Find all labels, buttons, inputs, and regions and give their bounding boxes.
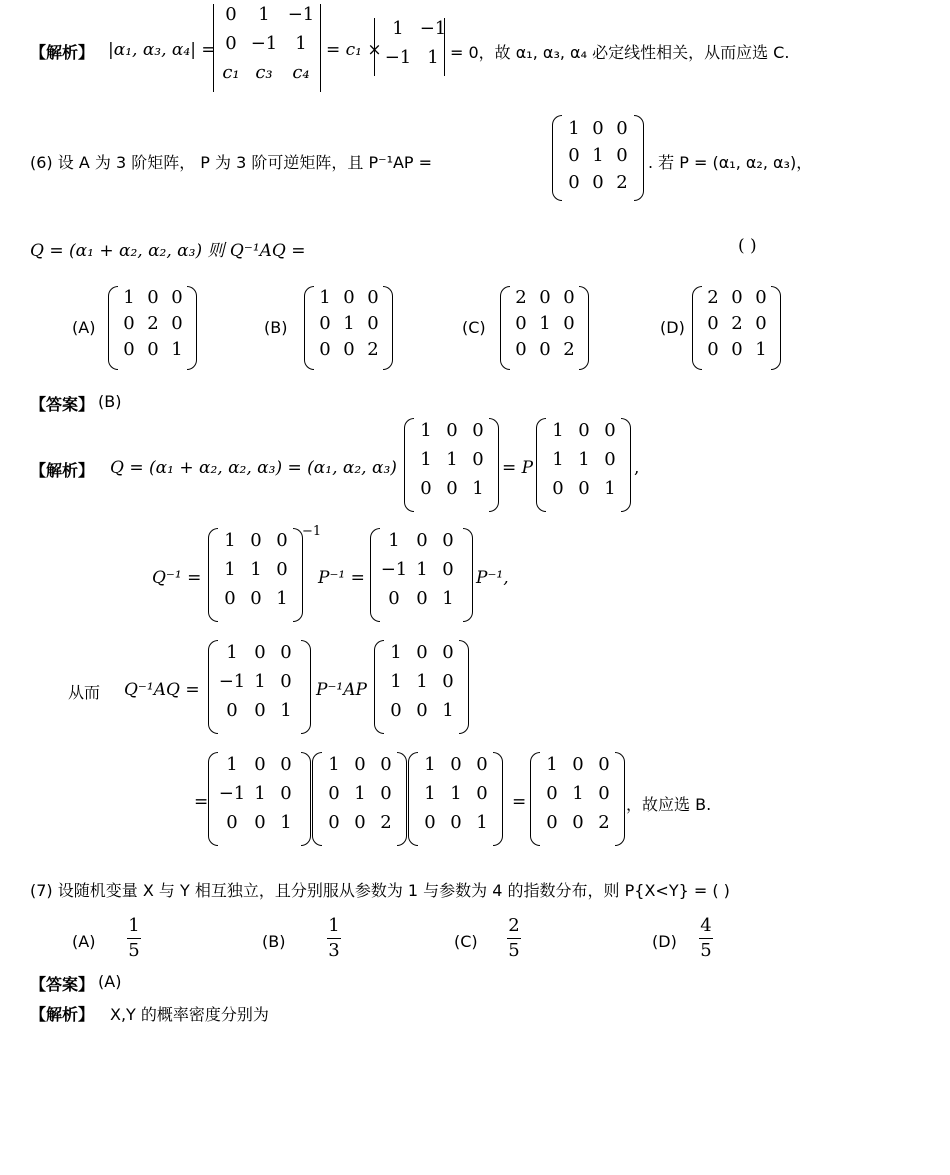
matrix-entry: 0 [755,287,767,308]
matrix-entry: 1 [390,671,402,692]
q7-option-d-fraction [696,914,716,963]
q7-option-a-num: 1 [128,915,140,936]
matrix-entry: 0 [442,671,454,692]
q7-option-c-label: (C) [454,932,478,951]
matrix-entry: −1 [419,18,447,39]
q6-option-b-matrix [313,287,385,360]
q7-option-b-num: 1 [328,915,340,936]
matrix-entry: 1 [254,783,266,804]
matrix-entry: 0 [416,700,428,721]
matrix-entry: 0 [578,478,590,499]
matrix-entry: 0 [225,33,237,54]
matrix-entry: 0 [476,754,488,775]
matrix-entry: 1 [427,47,439,68]
matrix-entry: −1 [384,47,412,68]
q6-option-c-rparen [579,286,589,370]
eq2-m1-rparen [293,528,303,622]
matrix-entry: 0 [343,287,355,308]
q7-option-a-label: (A) [72,932,96,951]
matrix-entry: 1 [578,449,590,470]
q6-analysis-label: 【解析】 [30,461,95,480]
matrix-entry: 0 [224,588,236,609]
q6-option-a-matrix [117,287,189,360]
q7-option-a-fraction [124,914,144,963]
matrix-entry: 2 [616,172,628,193]
q7-option-c-den: 5 [508,940,520,961]
q6-eq4-tail: ，故应选 B. [626,795,712,814]
eq4-m1-rparen [301,752,311,846]
eq1-matrix-1 [413,420,491,499]
det2-right-bar [444,18,445,76]
matrix-entry: 0 [446,420,458,441]
q6-option-d-label: (D) [660,318,685,337]
matrix-entry: 0 [472,449,484,470]
matrix-entry: 1 [568,118,580,139]
matrix-entry: 1 [420,449,432,470]
matrix-entry: 0 [367,287,379,308]
matrix-entry: 1 [472,478,484,499]
matrix-entry: 1 [224,559,236,580]
matrix-entry: 0 [616,118,628,139]
q6-stem-tail: . 若 P = (α₁, α₂, α₃)， [648,153,813,172]
matrix-entry: 0 [450,812,462,833]
matrix-entry: 0 [472,420,484,441]
det2-left-bar [374,18,375,76]
q6-stem-matrix [562,118,634,193]
q7-answer-label: 【答案】 [30,975,95,994]
matrix-entry: 1 [552,420,564,441]
q6-stem-lparen [552,115,562,201]
matrix-entry: 1 [171,339,183,360]
matrix-entry: 0 [250,530,262,551]
eq2-matrix-1 [217,530,295,609]
eq1-m2-rparen [621,418,631,512]
q6-stem-rparen [634,115,644,201]
matrix-entry: −1 [218,783,246,804]
det-lhs: |α₁, α₃, α₄| = [108,40,216,60]
matrix-entry: 0 [598,754,610,775]
q6-stem: (6) 设 A 为 3 阶矩阵， P 为 3 阶可逆矩阵，且 P⁻¹AP = [30,153,433,172]
matrix-entry: 1 [572,783,584,804]
matrix-entry: 2 [367,339,379,360]
matrix-entry: 0 [280,671,292,692]
eq2-m2-rparen [463,528,473,622]
eq3-m2-rparen [459,640,469,734]
q7-analysis-label: 【解析】 [30,1005,95,1024]
matrix-entry: 0 [416,588,428,609]
eq3-matrix-1 [217,642,299,721]
matrix-entry: 2 [707,287,719,308]
matrix-entry: 0 [276,559,288,580]
matrix-entry: 0 [254,754,266,775]
matrix-entry: 2 [380,812,392,833]
q7-option-d-num: 4 [700,915,712,936]
matrix-entry: 0 [446,478,458,499]
matrix-entry: 0 [354,812,366,833]
eq4-matrix-4 [539,754,617,833]
matrix-entry: 0 [390,700,402,721]
q6-eq2-lhs: Q⁻¹ = [152,568,202,588]
matrix-entry: 0 [367,313,379,334]
matrix-entry: 0 [442,642,454,663]
matrix-entry: 0 [568,145,580,166]
matrix-entry: 1 [123,287,135,308]
eq1-matrix-2 [545,420,623,499]
matrix-entry: 1 [424,783,436,804]
matrix-entry: 0 [442,559,454,580]
matrix-entry: 0 [280,754,292,775]
matrix-entry: 1 [539,313,551,334]
q7-option-d-label: (D) [652,932,677,951]
matrix-entry: 0 [598,783,610,804]
q6-answer-label: 【答案】 [30,395,95,414]
matrix-entry: 0 [731,339,743,360]
q7-option-a-den: 5 [128,940,140,961]
matrix-entry: 0 [147,287,159,308]
q6-eq1-mid: = P [502,458,534,478]
q6-option-c-matrix [509,287,581,360]
matrix-entry: 1 [552,449,564,470]
matrix-entry: 1 [416,671,428,692]
det-tail: = 0，故 α₁, α₃, α₄ 必定线性相关，从而应选 C. [450,43,790,62]
matrix-entry: 2 [598,812,610,833]
matrix-entry: 0 [123,313,135,334]
det-mid: = c₁ × [326,40,382,60]
matrix-entry: 0 [328,812,340,833]
matrix-entry: 0 [280,783,292,804]
matrix-entry: 0 [539,339,551,360]
q6-option-b-rparen [383,286,393,370]
eq4-matrix-3 [417,754,495,833]
matrix-entry: 1 [319,287,331,308]
q6-eq3-mid: P⁻¹AP [316,680,367,700]
eq4-m4-rparen [615,752,625,846]
q6-option-a-rparen [187,286,197,370]
matrix-entry: 0 [354,754,366,775]
eq3-matrix-2 [383,642,461,721]
matrix-entry: −1 [380,559,408,580]
matrix-entry: 0 [424,812,436,833]
matrix-entry: −1 [218,671,246,692]
det2-matrix [380,18,450,68]
matrix-entry: 0 [254,700,266,721]
matrix-entry: 0 [578,420,590,441]
matrix-entry: 0 [319,313,331,334]
matrix-entry: 2 [515,287,527,308]
eq4-matrix-1 [217,754,299,833]
matrix-entry: 1 [388,530,400,551]
matrix-entry: 0 [515,339,527,360]
matrix-entry: 0 [604,449,616,470]
q6-eq3-lhs: Q⁻¹AQ = [124,680,200,700]
matrix-entry: 0 [707,313,719,334]
matrix-entry: 1 [280,812,292,833]
eq4-m2-rparen [397,752,407,846]
matrix-entry: 1 [226,754,238,775]
matrix-entry: 0 [592,118,604,139]
matrix-entry: 1 [476,812,488,833]
matrix-entry: 0 [388,588,400,609]
matrix-entry: 0 [343,339,355,360]
q6-line2: Q = (α₁ + α₂, α₂, α₃) 则 Q⁻¹AQ = [30,241,306,261]
matrix-entry: 0 [563,313,575,334]
matrix-entry: 1 [295,33,307,54]
matrix-entry: 0 [147,339,159,360]
matrix-entry: 1 [354,783,366,804]
matrix-entry: 1 [420,420,432,441]
q6-option-d-rparen [771,286,781,370]
matrix-entry: 1 [546,754,558,775]
matrix-entry: 0 [546,812,558,833]
matrix-entry: 0 [416,530,428,551]
matrix-entry: 1 [254,671,266,692]
matrix-entry: 0 [539,287,551,308]
matrix-entry: 0 [280,642,292,663]
matrix-entry: 1 [328,754,340,775]
matrix-entry: 0 [254,812,266,833]
matrix-entry: 0 [604,420,616,441]
q6-option-d-matrix [701,287,773,360]
matrix-entry: 0 [450,754,462,775]
matrix-entry: 1 [450,783,462,804]
matrix-entry: 1 [424,754,436,775]
q6-option-a-label: (A) [72,318,96,337]
matrix-entry: 1 [446,449,458,470]
matrix-entry: 0 [552,478,564,499]
q6-eq3-prefix: 从而 [68,683,101,702]
matrix-entry: 0 [171,287,183,308]
matrix-entry: 2 [731,313,743,334]
analysis-label: 【解析】 [30,43,95,62]
matrix-entry: 0 [226,812,238,833]
matrix-entry: 1 [280,700,292,721]
matrix-entry: 2 [563,339,575,360]
q6-eq1-end: , [634,458,640,478]
matrix-entry: 0 [572,754,584,775]
eq3-m1-rparen [301,640,311,734]
matrix-entry: 1 [442,700,454,721]
q6-eq4-eq: = [194,792,209,812]
matrix-entry: 1 [224,530,236,551]
matrix-entry: 0 [731,287,743,308]
matrix-entry: 1 [416,559,428,580]
q7-option-b-label: (B) [262,932,286,951]
matrix-entry: 0 [380,783,392,804]
matrix-entry: 0 [416,642,428,663]
matrix-entry: 0 [276,530,288,551]
matrix-entry: 1 [755,339,767,360]
matrix-entry: −1 [250,33,278,54]
matrix-entry: 1 [390,642,402,663]
q6-eq1-lhs: Q = (α₁ + α₂, α₂, α₃) = (α₁, α₂, α₃) [110,458,397,478]
eq4-matrix-2 [321,754,399,833]
q6-option-c-label: (C) [462,318,486,337]
eq4-m3-rparen [493,752,503,846]
q6-answer: (B) [98,392,122,411]
matrix-entry: 1 [392,18,404,39]
matrix-entry: 1 [604,478,616,499]
q7-option-b-fraction [324,914,344,963]
matrix-entry: 2 [147,313,159,334]
matrix-entry: 0 [755,313,767,334]
matrix-entry: 0 [254,642,266,663]
matrix-entry: 0 [572,812,584,833]
matrix-entry: c₄ [292,62,310,83]
matrix-entry: 1 [343,313,355,334]
matrix-entry: 0 [442,530,454,551]
matrix-entry: 0 [123,339,135,360]
matrix-entry: 0 [515,313,527,334]
matrix-entry: 0 [592,172,604,193]
matrix-entry: 1 [276,588,288,609]
matrix-entry: 0 [319,339,331,360]
q6-blank: ( ) [738,236,757,256]
det3-left-bar [213,4,214,92]
matrix-entry: 0 [476,783,488,804]
q7-stem: (7) 设随机变量 X 与 Y 相互独立，且分别服从参数为 1 与参数为 4 的指数分布，则 P{X<Y} = ( ) [30,881,730,900]
matrix-entry: 0 [568,172,580,193]
matrix-entry: 1 [250,559,262,580]
q7-option-c-fraction [504,914,524,963]
q6-option-b-label: (B) [264,318,288,337]
q7-option-c-num: 2 [508,915,520,936]
eq1-m1-rparen [489,418,499,512]
matrix-entry: 0 [563,287,575,308]
q7-option-d-den: 5 [700,940,712,961]
matrix-entry: 0 [328,783,340,804]
matrix-entry: 0 [225,4,237,25]
matrix-entry: 1 [226,642,238,663]
matrix-entry: c₃ [255,62,273,83]
q6-eq2-mid: P⁻¹ = [318,568,365,588]
matrix-entry: 0 [707,339,719,360]
q7-option-b-den: 3 [328,940,340,961]
matrix-entry: 0 [420,478,432,499]
matrix-entry: 0 [226,700,238,721]
matrix-entry: 1 [442,588,454,609]
matrix-entry: 0 [250,588,262,609]
matrix-entry: 1 [258,4,270,25]
matrix-entry: c₁ [222,62,240,83]
matrix-entry: 0 [171,313,183,334]
matrix-entry: 0 [546,783,558,804]
q6-eq4-eq2: = [512,792,527,812]
det3-right-bar [320,4,321,92]
q7-answer: (A) [98,972,122,991]
matrix-entry: 0 [616,145,628,166]
q6-eq2-end: P⁻¹, [476,568,509,588]
matrix-entry: 1 [592,145,604,166]
matrix-entry: −1 [287,4,315,25]
eq2-matrix-2 [379,530,461,609]
eq2-inverse-superscript: −1 [302,524,322,539]
det3-matrix [216,4,320,83]
matrix-entry: 0 [380,754,392,775]
q7-analysis: X,Y 的概率密度分别为 [110,1005,269,1024]
